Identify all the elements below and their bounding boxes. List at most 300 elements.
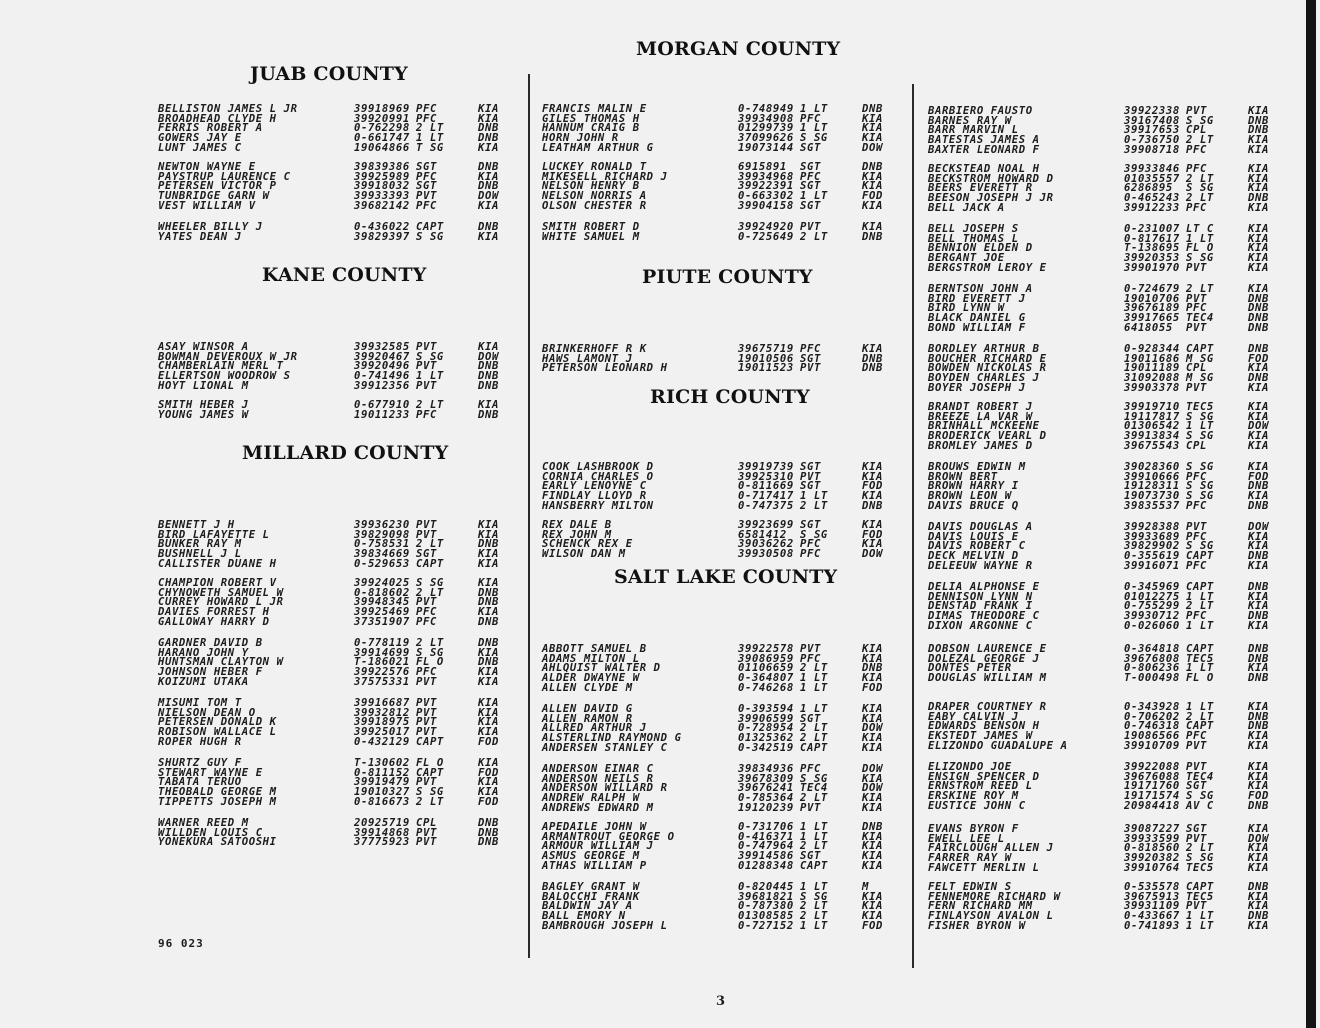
rank: TEC5 <box>1186 652 1214 665</box>
rank: S SG <box>800 772 828 785</box>
serial-number: 39928388 <box>1124 521 1180 533</box>
rank: PFC <box>416 170 437 183</box>
name: WILSON DAN M <box>542 548 626 561</box>
status: KIA <box>862 643 883 655</box>
status: DNB <box>1248 610 1269 623</box>
status: KIA <box>862 490 883 503</box>
rank: CAPT <box>1186 720 1214 733</box>
name: ARMOUR WILLIAM J <box>542 840 654 853</box>
serial-number: 0-758531 <box>354 538 410 551</box>
name: BARBIERO FAUSTO <box>928 105 1033 117</box>
status: DNB <box>862 662 883 675</box>
serial-number: 39948345 <box>354 596 410 609</box>
rank: PFC <box>416 112 437 125</box>
name: BERNTSON JOHN A <box>928 283 1033 295</box>
serial-number: 0-717417 <box>738 490 794 503</box>
name: NIELSON DEAN O <box>158 706 256 719</box>
status: KIA <box>1248 430 1269 443</box>
status: KIA <box>862 470 883 483</box>
name: PETERSEN DONALD K <box>158 716 277 729</box>
status: KIA <box>1248 182 1269 195</box>
serial-number: 0-736750 <box>1124 134 1180 147</box>
status: DNB <box>1248 672 1269 685</box>
name: DAVIS LOUIS E <box>928 530 1019 543</box>
serial-number: 39924025 <box>354 577 410 589</box>
name: WILLDEN LOUIS C <box>158 826 263 839</box>
name: YOUNG JAMES W <box>158 408 249 421</box>
name: APEDAILE JOHN W <box>542 821 647 833</box>
serial-number: 31092088 <box>1124 372 1180 385</box>
status: DNB <box>478 826 499 839</box>
serial-number: 0-465243 <box>1124 192 1180 205</box>
name: FINDLAY LLOYD R <box>542 490 647 503</box>
serial-number: 6286895 <box>1124 182 1173 195</box>
name: ELIZONDO GUADALUPE A <box>928 739 1068 752</box>
rank: SGT <box>800 850 821 863</box>
name: ALLEN RAMON R <box>542 712 633 725</box>
rank: CAPT <box>416 221 444 233</box>
serial-number: 0-928344 <box>1124 343 1180 355</box>
rank: 2 LT <box>1186 134 1214 147</box>
status: DNB <box>862 352 883 365</box>
serial-number: T-000498 <box>1124 672 1180 685</box>
name: ALLEN CLYDE M <box>542 681 633 694</box>
rank: S SG <box>1186 480 1214 493</box>
rank: SGT <box>800 461 821 473</box>
county-heading: KANE COUNTY <box>262 264 427 286</box>
rank: 1 LT <box>800 490 828 503</box>
rank: PFC <box>416 615 437 628</box>
status: KIA <box>1248 252 1269 265</box>
serial-number: 39920467 <box>354 350 410 363</box>
status: KIA <box>862 199 883 212</box>
serial-number: 0-741496 <box>354 370 410 383</box>
rank: PVT <box>1186 292 1207 305</box>
status: DOW <box>478 190 499 203</box>
rank: PVT <box>416 716 437 729</box>
status: DNB <box>1248 124 1269 137</box>
status: DOW <box>862 548 883 561</box>
status: KIA <box>862 859 883 872</box>
status: DNB <box>478 132 499 145</box>
rank: PVT <box>416 379 437 392</box>
serial-number: 39922578 <box>738 643 794 655</box>
serial-number: 01012275 <box>1124 590 1180 603</box>
status: DOW <box>862 782 883 795</box>
serial-number: 0-785364 <box>738 792 794 805</box>
rank: CAPT <box>800 741 828 754</box>
name: BROMLEY JAMES D <box>928 439 1033 452</box>
name: BAMBROUGH JOSEPH L <box>542 919 668 932</box>
status: KIA <box>478 112 499 125</box>
rank: CAPT <box>1186 343 1214 355</box>
name: ALSTERLIND RAYMOND G <box>542 732 682 745</box>
rank: SGT <box>416 161 437 173</box>
serial-number: 0-724679 <box>1124 283 1180 295</box>
status: KIA <box>862 840 883 853</box>
status: KIA <box>862 900 883 913</box>
serial-number: 0-342519 <box>738 741 794 754</box>
serial-number: 39675719 <box>738 343 794 355</box>
name: FARRER RAY W <box>928 852 1012 865</box>
serial-number: 39922088 <box>1124 761 1180 773</box>
name: REX JOHN M <box>542 528 612 541</box>
rank: PFC <box>1186 302 1207 315</box>
status: KIA <box>1248 223 1269 235</box>
serial-number: 39922338 <box>1124 105 1180 117</box>
rank: SGT <box>800 352 821 365</box>
name: ALDER DWAYNE W <box>542 672 640 685</box>
name: GALLOWAY HARRY D <box>158 615 270 628</box>
serial-number: 0-778119 <box>354 637 410 649</box>
name: BIRD EVERETT J <box>928 292 1026 305</box>
name: BOWDEN NICKOLAS R <box>928 362 1047 375</box>
rank: PVT <box>416 836 437 849</box>
name: TABATA TERUO <box>158 776 242 789</box>
rank: PFC <box>416 666 437 679</box>
rank: S SG <box>1186 540 1214 553</box>
status: KIA <box>862 672 883 685</box>
name: NEWTON WAYNE E <box>158 161 256 173</box>
rank: PVT <box>416 360 437 373</box>
status: DNB <box>1248 652 1269 665</box>
status: KIA <box>1248 134 1269 147</box>
serial-number: 39908718 <box>1124 143 1180 156</box>
status: DOW <box>862 722 883 735</box>
serial-number: 39920382 <box>1124 852 1180 865</box>
serial-number: 0-725649 <box>738 230 794 243</box>
serial-number: 39923699 <box>738 519 794 531</box>
status: FOD <box>862 480 883 493</box>
name: BELL THOMAS L <box>928 232 1019 245</box>
status: DNB <box>862 230 883 243</box>
rank: TEC5 <box>1186 401 1214 413</box>
rank: S SG <box>416 350 444 363</box>
name: CHYNOWETH SAMUEL W <box>158 586 284 599</box>
name: YONEKURA SATOOSHI <box>158 836 277 849</box>
rank: PFC <box>1186 470 1207 483</box>
serial-number: 0-748949 <box>738 103 794 115</box>
rank: S SG <box>1186 790 1214 803</box>
name: ERNSTROM REED L <box>928 780 1033 793</box>
rank: 2 LT <box>800 499 828 512</box>
name: REX DALE B <box>542 519 612 531</box>
serial-number: 0-529653 <box>354 557 410 570</box>
rank: CAPT <box>1186 581 1214 593</box>
status: KIA <box>1248 381 1269 394</box>
name: ANDERSEN STANLEY C <box>542 741 668 754</box>
status: KIA <box>478 697 499 709</box>
rank: PFC <box>416 199 437 212</box>
serial-number: 39916687 <box>354 697 410 709</box>
rank: 1 LT <box>800 190 828 203</box>
serial-number: 39919710 <box>1124 401 1180 413</box>
name: KOIZUMI UTAKA <box>158 675 249 688</box>
status: KIA <box>862 792 883 805</box>
status: DNB <box>478 637 499 649</box>
name: ROBISON WALLACE L <box>158 726 277 739</box>
serial-number: 39932812 <box>354 706 410 719</box>
serial-number: 0-811669 <box>738 480 794 493</box>
status: KIA <box>1248 619 1269 632</box>
serial-number: 0-820445 <box>738 881 794 893</box>
status: DNB <box>478 586 499 599</box>
name: BROWN HARRY I <box>928 480 1019 493</box>
serial-number: 39910764 <box>1124 861 1180 874</box>
name: ERSKINE ROY M <box>928 790 1019 803</box>
status: KIA <box>1248 770 1269 783</box>
serial-number: 19010506 <box>738 352 794 365</box>
rank: CAPT <box>416 735 444 748</box>
serial-number: 39682142 <box>354 199 410 212</box>
status: DNB <box>1248 710 1269 723</box>
serial-number: 0-436022 <box>354 221 410 233</box>
column-divider <box>912 84 914 968</box>
serial-number: 01106659 <box>738 662 794 675</box>
name: DELEEUW WAYNE R <box>928 559 1033 572</box>
status: KIA <box>478 199 499 212</box>
rank: 1 LT <box>800 122 828 135</box>
serial-number: 0-364807 <box>738 672 794 685</box>
status: KIA <box>1248 780 1269 793</box>
status: KIA <box>478 776 499 789</box>
serial-number: 37099626 <box>738 132 794 145</box>
rank: PVT <box>1186 521 1207 533</box>
name: YATES DEAN J <box>158 230 242 243</box>
name: WHITE SAMUEL M <box>542 230 640 243</box>
name: THEOBALD GEORGE M <box>158 786 277 799</box>
status: KIA <box>862 180 883 193</box>
rank: 1 LT <box>1186 619 1214 632</box>
name: BIRD LAFAYETTE L <box>158 528 270 541</box>
status: KIA <box>862 772 883 785</box>
name: LUNT JAMES C <box>158 141 242 154</box>
status: KIA <box>1248 410 1269 423</box>
rank: CAPT <box>416 766 444 779</box>
serial-number: 0-817617 <box>1124 232 1180 245</box>
serial-number: 0-345969 <box>1124 581 1180 593</box>
serial-number: 39839386 <box>354 161 410 173</box>
serial-number: 39917653 <box>1124 124 1180 137</box>
serial-number: 19171574 <box>1124 790 1180 803</box>
serial-number: 39914586 <box>738 850 794 863</box>
name: BLACK DANIEL G <box>928 312 1026 325</box>
serial-number: 39916071 <box>1124 559 1180 572</box>
rank: SGT <box>800 141 821 154</box>
serial-number: 37351907 <box>354 615 410 628</box>
name: ELIZONDO JOE <box>928 761 1012 773</box>
name: SMITH HEBER J <box>158 399 249 411</box>
name: CHAMPION ROBERT V <box>158 577 277 589</box>
status: DNB <box>478 656 499 669</box>
serial-number: 39676189 <box>1124 302 1180 315</box>
name: BERGANT JOE <box>928 252 1005 265</box>
serial-number: 19010327 <box>354 786 410 799</box>
rank: SGT <box>800 519 821 531</box>
status: DNB <box>478 161 499 173</box>
rank: 1 LT <box>416 132 444 145</box>
name: ATHAS WILLIAM P <box>542 859 647 872</box>
status: KIA <box>1248 730 1269 743</box>
serial-number: 0-806236 <box>1124 662 1180 675</box>
serial-number: 0-818560 <box>1124 842 1180 855</box>
name: BOUCHER RICHARD E <box>928 352 1047 365</box>
status: FOD <box>1248 352 1269 365</box>
rank: SGT <box>416 180 437 193</box>
name: BELL JACK A <box>928 201 1005 214</box>
status: KIA <box>862 850 883 863</box>
rank: SGT <box>800 480 821 493</box>
status: DNB <box>478 221 499 233</box>
rank: PVT <box>1186 832 1207 845</box>
status: KIA <box>478 675 499 688</box>
county-heading: MORGAN COUNTY <box>636 38 841 60</box>
name: WARNER REED M <box>158 817 249 829</box>
status: KIA <box>478 706 499 719</box>
serial-number: 39675543 <box>1124 439 1180 452</box>
status: DNB <box>478 122 499 135</box>
serial-number: 39933846 <box>1124 163 1180 175</box>
status: DNB <box>862 362 883 375</box>
status: KIA <box>1248 861 1269 874</box>
rank: S SG <box>416 577 444 589</box>
name: DONTES PETER <box>928 662 1012 675</box>
rank: M SG <box>1186 352 1214 365</box>
name: MISUMI TOM T <box>158 697 242 709</box>
status: KIA <box>1248 540 1269 553</box>
serial-number: 37575331 <box>354 675 410 688</box>
rank: S SG <box>1186 252 1214 265</box>
status: DNB <box>478 379 499 392</box>
status: KIA <box>478 230 499 243</box>
status: KIA <box>1248 172 1269 185</box>
status: DNB <box>478 817 499 829</box>
name: ANDREW RALPH W <box>542 792 640 805</box>
name: TIPPETTS JOSEPH M <box>158 795 277 808</box>
status: KIA <box>862 170 883 183</box>
name: ALLEN DAVID G <box>542 703 633 715</box>
status: KIA <box>1248 401 1269 413</box>
rank: PFC <box>800 343 821 355</box>
rank: PVT <box>1186 105 1207 117</box>
name: FELT EDWIN S <box>928 881 1012 893</box>
status: KIA <box>862 910 883 923</box>
status: DNB <box>862 499 883 512</box>
status: KIA <box>1248 283 1269 295</box>
county-heading: PIUTE COUNTY <box>642 266 813 288</box>
rank: PVT <box>416 190 437 203</box>
serial-number: 19011523 <box>738 362 794 375</box>
serial-number: 0-231007 <box>1124 223 1180 235</box>
serial-number: 0-393594 <box>738 703 794 715</box>
rank: 1 LT <box>800 821 828 833</box>
serial-number: 19120239 <box>738 801 794 814</box>
rank: CAPT <box>1186 550 1214 563</box>
rank: PVT <box>800 801 821 814</box>
name: DIXON ARGONNE C <box>928 619 1033 632</box>
rank: SGT <box>800 199 821 212</box>
status: KIA <box>1248 739 1269 752</box>
serial-number: 39925469 <box>354 606 410 619</box>
rank: PFC <box>1186 530 1207 543</box>
rank: PFC <box>800 652 821 665</box>
status: DNB <box>1248 550 1269 563</box>
serial-number: 39914699 <box>354 646 410 659</box>
status: KIA <box>478 577 499 589</box>
serial-number: 0-727152 <box>738 919 794 932</box>
status: DOW <box>1248 521 1269 533</box>
serial-number: 0-755299 <box>1124 600 1180 613</box>
rank: 1 LT <box>800 919 828 932</box>
rank: 1 LT <box>1186 420 1214 433</box>
status: KIA <box>1248 105 1269 117</box>
status: DNB <box>1248 302 1269 315</box>
serial-number: 0-535578 <box>1124 881 1180 893</box>
rank: CAPT <box>800 859 828 872</box>
rank: 2 LT <box>416 399 444 411</box>
name: PETERSEN VICTOR P <box>158 180 277 193</box>
name: SMITH ROBERT D <box>542 221 640 233</box>
rank: PFC <box>1186 499 1207 512</box>
name: BROADHEAD CLYDE H <box>158 112 277 125</box>
rank: PVT <box>800 470 821 483</box>
rank: PVT <box>416 675 437 688</box>
serial-number: 39036262 <box>738 538 794 551</box>
serial-number: 39918969 <box>354 103 410 115</box>
status: FOD <box>1248 470 1269 483</box>
status: KIA <box>862 343 883 355</box>
name: DOUGLAS WILLIAM M <box>928 672 1047 685</box>
name: BAXTER LEONARD F <box>928 143 1040 156</box>
serial-number: 19073730 <box>1124 490 1180 503</box>
status: KIA <box>862 461 883 473</box>
status: M <box>862 881 869 893</box>
status: KIA <box>1248 362 1269 375</box>
rank: PFC <box>1186 610 1207 623</box>
rank: FL O <box>1186 242 1214 255</box>
status: DNB <box>478 836 499 849</box>
status: KIA <box>478 341 499 353</box>
name: COOK LASHBROOK D <box>542 461 654 473</box>
name: PAYSTRUP LAURENCE C <box>158 170 291 183</box>
status: DNB <box>862 103 883 115</box>
name: HOYT LIONAL M <box>158 379 249 392</box>
name: GOWERS JAY E <box>158 132 242 145</box>
rank: 2 LT <box>1186 842 1214 855</box>
rank: PFC <box>416 606 437 619</box>
status: DNB <box>1248 799 1269 812</box>
rank: PVT <box>416 776 437 789</box>
name: DENNISON LYNN N <box>928 590 1033 603</box>
serial-number: 39934908 <box>738 112 794 125</box>
page-number: 3 <box>716 994 726 1009</box>
serial-number: 6915891 <box>738 161 787 173</box>
serial-number: 39934968 <box>738 170 794 183</box>
name: ABBOTT SAMUEL B <box>542 643 647 655</box>
page-edge <box>1306 0 1316 1028</box>
status: KIA <box>1248 600 1269 613</box>
rank: TEC4 <box>1186 770 1214 783</box>
name: BROUWS EDWIN M <box>928 461 1026 473</box>
rank: PFC <box>800 763 821 775</box>
serial-number: 39920353 <box>1124 252 1180 265</box>
status: KIA <box>862 519 883 531</box>
rank: CPL <box>1186 124 1207 137</box>
status: KIA <box>1248 143 1269 156</box>
name: BORDLEY ARTHUR B <box>928 343 1040 355</box>
serial-number: 01308585 <box>738 910 794 923</box>
name: STEWART WAYNE E <box>158 766 263 779</box>
